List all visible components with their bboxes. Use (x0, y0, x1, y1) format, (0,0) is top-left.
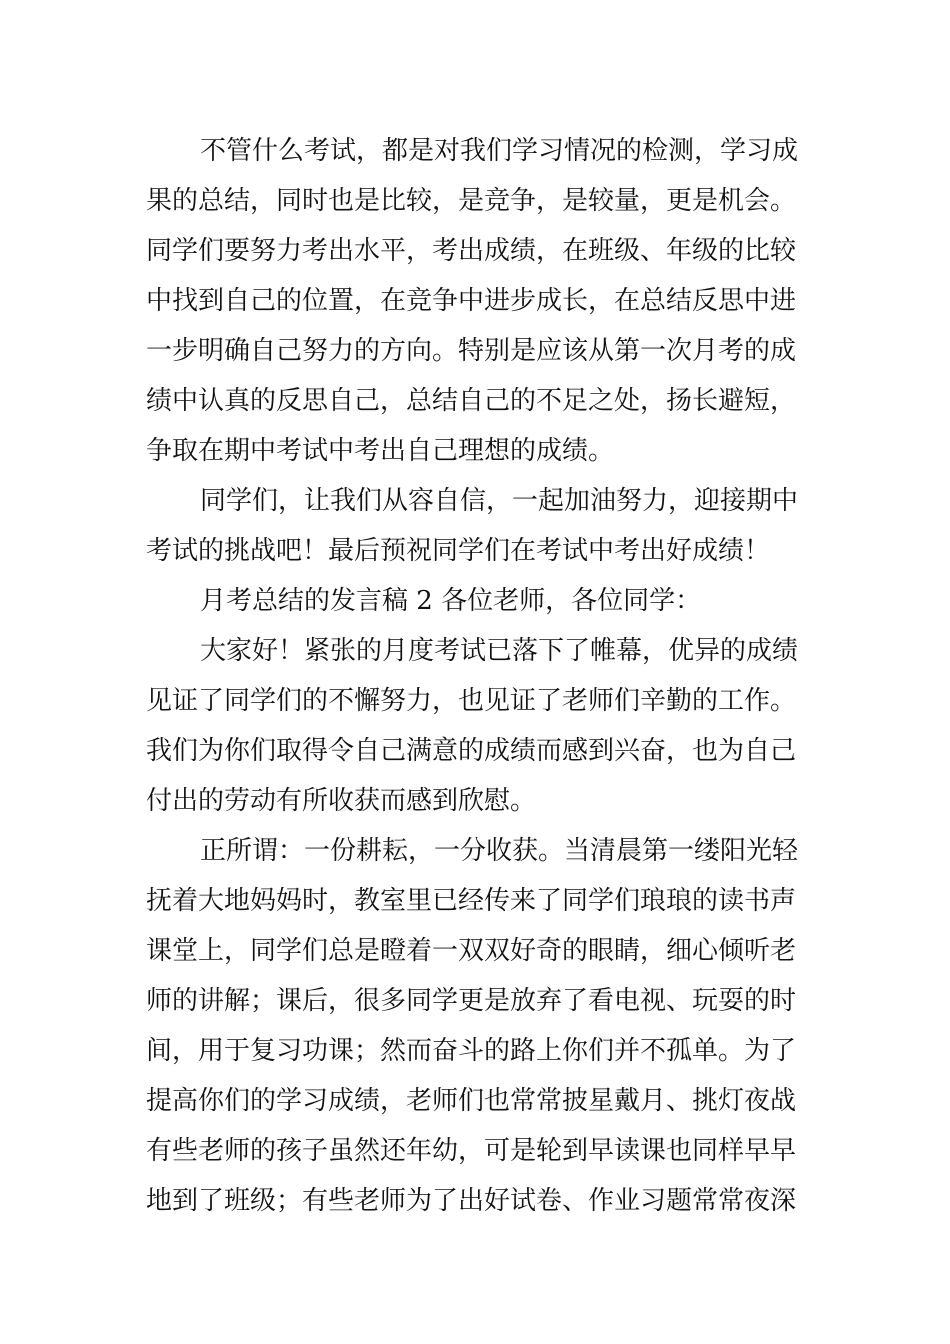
text-line: 考试的挑战吧！最后预祝同学们在考试中考出好成绩！ (146, 536, 771, 566)
text-line: 中找到自己的位置，在竞争中进步成长，在总结反思中进 (146, 286, 797, 316)
document-body (146, 126, 806, 1226)
text-line: 果的总结，同时也是比较，是竞争，是较量，更是机会。 (146, 186, 797, 216)
text-line: 大家好！紧张的月度考试已落下了帷幕，优异的成绩 (200, 636, 799, 666)
text-line: 正所谓：一份耕耘，一分收获。当清晨第一缕阳光轻 (200, 836, 799, 866)
text-line: 抚着大地妈妈时，教室里已经传来了同学们琅琅的读书声 (146, 886, 797, 916)
text-line: 绩中认真的反思自己，总结自己的不足之处，扬长避短， (146, 386, 797, 416)
text-line: 提高你们的学习成绩，老师们也常常披星戴月、挑灯夜战 (146, 1086, 797, 1116)
text-line: 间，用于复习功课；然而奋斗的路上你们并不孤单。为了 (146, 1036, 797, 1066)
text-line: 付出的劳动有所收获而感到欣慰。 (146, 786, 537, 816)
text-line: 同学们，让我们从容自信，一起加油努力，迎接期中 (200, 486, 799, 516)
text-line: 争取在期中考试中考出自己理想的成绩。 (146, 436, 615, 466)
text-line: 有些老师的孩子虽然还年幼，可是轮到早读课也同样早早 (146, 1136, 797, 1166)
text-line: 地到了班级；有些老师为了出好试卷、作业习题常常夜深 (146, 1186, 797, 1216)
text-line: 我们为你们取得令自己满意的成绩而感到兴奋，也为自己 (146, 736, 797, 766)
text-line: 见证了同学们的不懈努力，也见证了老师们辛勤的工作。 (146, 686, 797, 716)
text-line: 师的讲解；课后，很多同学更是放弃了看电视、玩耍的时 (146, 986, 797, 1016)
text-line: 一步明确自己努力的方向。特别是应该从第一次月考的成 (146, 336, 797, 366)
text-line: 月考总结的发言稿 2 各位老师，各位同学： (200, 586, 702, 616)
text-line: 同学们要努力考出水平，考出成绩，在班级、年级的比较 (146, 236, 797, 266)
text-line: 不管什么考试，都是对我们学习情况的检测，学习成 (200, 136, 799, 166)
text-line: 课堂上，同学们总是瞪着一双双好奇的眼睛，细心倾听老 (146, 936, 797, 966)
